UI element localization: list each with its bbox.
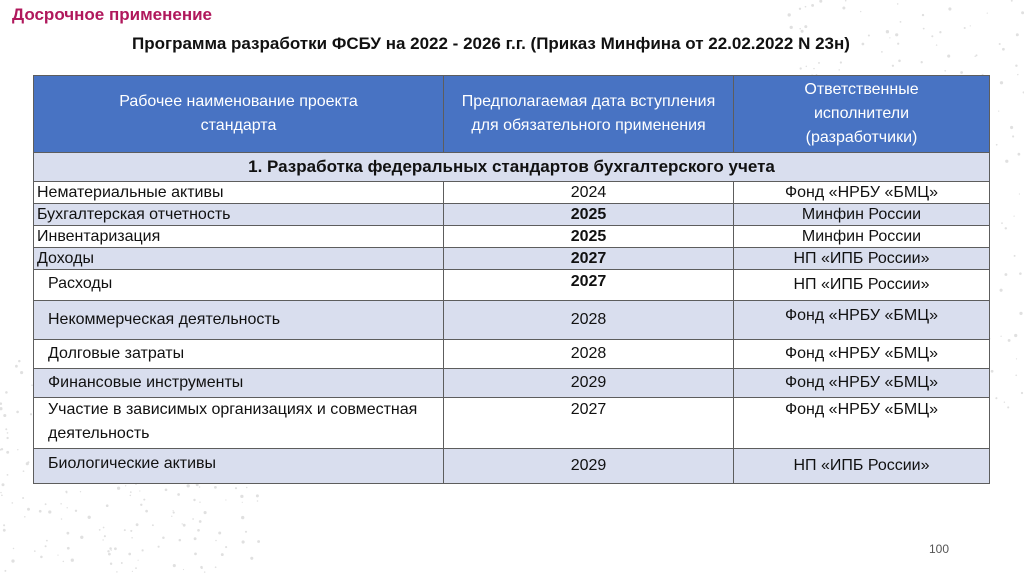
row-name: Расходы — [34, 270, 444, 301]
background-dot — [1019, 272, 1022, 275]
background-dot — [1021, 392, 1023, 394]
background-dot — [886, 30, 889, 33]
background-dot — [788, 13, 791, 16]
background-dot — [23, 470, 25, 472]
background-dot — [66, 507, 67, 508]
background-dot — [61, 518, 63, 520]
background-dot — [128, 553, 131, 556]
background-dot — [923, 28, 925, 30]
background-dot — [1012, 135, 1014, 137]
row-year: 2027 — [444, 270, 734, 301]
background-dot — [204, 511, 207, 514]
background-dot — [860, 11, 861, 12]
background-dot — [173, 512, 175, 514]
section-title: 1. Разработка федеральных стандартов бухгалтерского учета — [34, 153, 990, 182]
background-dot — [46, 540, 48, 542]
background-dot — [900, 21, 902, 23]
background-dot — [1014, 334, 1017, 337]
column-header-name: Рабочее наименование проекта стандарта — [34, 76, 444, 153]
background-dot — [1013, 215, 1014, 216]
background-dot — [889, 37, 890, 38]
background-dot — [5, 391, 8, 394]
background-dot — [7, 474, 9, 476]
background-dot — [75, 510, 77, 512]
background-dot — [960, 71, 963, 74]
page-number: 100 — [929, 542, 950, 556]
background-dot — [171, 516, 172, 517]
background-dot — [18, 360, 20, 362]
background-dot — [173, 564, 176, 567]
row-name: Финансовые инструменты — [34, 369, 444, 398]
background-dot — [806, 66, 807, 67]
column-header-date: Предполагаемая дата вступления для обязательного применения — [444, 76, 734, 153]
background-dot — [34, 550, 36, 552]
background-dot — [3, 414, 6, 417]
background-dot — [1, 494, 3, 496]
table-row — [34, 398, 990, 449]
background-dot — [63, 561, 65, 563]
background-dot — [194, 553, 197, 556]
row-year: 2028 — [444, 340, 734, 369]
row-year: 2027 — [444, 398, 734, 449]
table-header-row — [34, 76, 990, 153]
background-dot — [13, 548, 14, 549]
row-org: Фонд «НРБУ «БМЦ» — [734, 340, 990, 369]
table-row — [34, 270, 990, 301]
background-dot — [241, 516, 244, 519]
background-dot — [939, 31, 941, 33]
background-dot — [114, 547, 117, 550]
background-dot — [66, 532, 69, 535]
background-dot — [995, 397, 997, 399]
background-dot — [921, 61, 923, 63]
background-dot — [165, 488, 168, 491]
background-dot — [6, 451, 9, 454]
background-dot — [1016, 358, 1017, 359]
background-dot — [45, 503, 47, 505]
row-name: Бухгалтерская отчетность — [34, 204, 444, 226]
background-dot — [60, 503, 62, 505]
background-dot — [135, 567, 137, 569]
background-dot — [221, 553, 224, 556]
background-dot — [1000, 289, 1003, 292]
background-dot — [805, 6, 807, 8]
background-dot — [179, 539, 182, 542]
row-org: НП «ИПБ России» — [734, 248, 990, 270]
background-dot — [1016, 33, 1019, 36]
row-org: Минфин России — [734, 226, 990, 248]
background-dot — [158, 546, 160, 548]
background-dot — [881, 51, 883, 53]
background-dot — [130, 530, 132, 532]
background-dot — [194, 537, 197, 540]
background-dot — [22, 497, 24, 499]
background-dot — [145, 510, 148, 513]
background-dot — [235, 487, 237, 489]
slide-title: Программа разработки ФСБУ на 2022 - 2026 г.г. (Приказ Минфина от 22.02.2022 N 23н) — [132, 34, 850, 53]
background-dot — [6, 437, 8, 439]
row-name: Некоммерческая деятельность — [34, 301, 444, 340]
section-row — [34, 153, 990, 182]
table-row — [34, 301, 990, 340]
background-dot — [11, 559, 14, 562]
background-dot — [1005, 160, 1008, 163]
background-dot — [130, 495, 132, 497]
table-row — [34, 449, 990, 484]
background-dot — [141, 549, 143, 551]
background-dot — [862, 43, 865, 46]
table-row — [34, 204, 990, 226]
background-dot — [140, 504, 142, 506]
background-dot — [183, 524, 186, 527]
row-year: 2024 — [444, 182, 734, 204]
background-dot — [80, 491, 81, 492]
background-dot — [5, 428, 7, 430]
row-name: Доходы — [34, 248, 444, 270]
background-dot — [172, 510, 173, 511]
row-org: Фонд «НРБУ «БМЦ» — [734, 301, 990, 340]
background-dot — [1019, 312, 1022, 315]
background-dot — [88, 516, 91, 519]
background-dot — [790, 26, 793, 29]
row-org: НП «ИПБ России» — [734, 449, 990, 484]
background-dot — [944, 70, 946, 72]
background-dot — [813, 68, 814, 69]
row-year: 2027 — [444, 248, 734, 270]
background-dot — [177, 493, 180, 496]
background-dot — [107, 550, 109, 552]
row-org: Фонд «НРБУ «БМЦ» — [734, 398, 990, 449]
background-dot — [15, 365, 18, 368]
background-dot — [800, 67, 802, 69]
row-org: Минфин России — [734, 204, 990, 226]
background-dot — [66, 492, 68, 494]
background-dot — [242, 502, 243, 503]
background-dot — [16, 411, 19, 414]
background-dot — [143, 499, 145, 501]
background-dot — [24, 516, 26, 518]
background-dot — [17, 449, 18, 450]
table-row — [34, 248, 990, 270]
background-dot — [804, 25, 807, 28]
slide-kicker: Досрочное применение — [12, 5, 213, 24]
background-dot — [193, 499, 195, 501]
background-dot — [1004, 273, 1007, 276]
background-dot — [1017, 74, 1018, 75]
background-dot — [898, 60, 901, 63]
column-header-org: Ответственные исполнители (разработчики) — [734, 76, 990, 153]
background-dot — [67, 547, 70, 550]
background-dot — [110, 562, 112, 564]
background-dot — [242, 540, 245, 543]
background-dot — [799, 28, 801, 30]
background-dot — [104, 535, 106, 537]
background-dot — [136, 523, 139, 526]
background-dot — [199, 501, 200, 502]
background-dot — [109, 547, 112, 550]
background-dot — [1005, 227, 1007, 229]
background-dot — [897, 3, 899, 5]
row-year: 2025 — [444, 204, 734, 226]
background-dot — [868, 34, 870, 36]
standards-table — [33, 75, 990, 484]
background-dot — [201, 567, 203, 569]
background-dot — [7, 432, 9, 434]
background-dot — [30, 413, 32, 415]
background-dot — [215, 540, 217, 542]
background-dot — [1001, 222, 1003, 224]
background-dot — [1011, 0, 1013, 2]
background-dot — [818, 62, 820, 64]
background-dot — [45, 545, 47, 547]
background-dot — [182, 523, 183, 524]
background-dot — [964, 27, 966, 29]
background-dot — [970, 25, 971, 26]
background-dot — [199, 520, 202, 523]
background-dot — [931, 35, 933, 37]
table-row — [34, 226, 990, 248]
background-dot — [121, 562, 123, 564]
background-dot — [1002, 48, 1005, 51]
background-dot — [799, 8, 801, 10]
table-row — [34, 182, 990, 204]
background-dot — [842, 6, 845, 9]
background-dot — [240, 495, 243, 498]
background-dot — [57, 555, 58, 556]
background-dot — [991, 370, 994, 373]
background-dot — [1007, 406, 1009, 408]
background-dot — [1004, 402, 1005, 403]
row-org: НП «ИПБ России» — [734, 270, 990, 301]
background-dot — [3, 524, 5, 526]
row-org: Фонд «НРБУ «БМЦ» — [734, 369, 990, 398]
background-dot — [204, 571, 205, 572]
background-dot — [162, 537, 165, 540]
background-dot — [840, 61, 842, 63]
background-dot — [1018, 153, 1021, 156]
background-dot — [999, 43, 1001, 45]
background-dot — [111, 550, 112, 551]
background-dot — [0, 402, 2, 405]
background-dot — [152, 524, 154, 526]
background-dot — [1014, 255, 1016, 257]
background-dot — [1000, 336, 1001, 337]
background-dot — [130, 491, 132, 493]
background-dot — [39, 510, 42, 513]
background-dot — [246, 487, 248, 489]
background-dot — [187, 484, 190, 487]
background-dot — [20, 371, 23, 374]
background-dot — [845, 0, 847, 1]
background-dot — [811, 4, 814, 7]
row-org: Фонд «НРБУ «БМЦ» — [734, 182, 990, 204]
background-dot — [1010, 126, 1013, 129]
background-dot — [948, 7, 951, 10]
background-dot — [4, 570, 6, 572]
background-dot — [48, 510, 51, 513]
background-dot — [40, 556, 43, 559]
background-dot — [1015, 374, 1017, 376]
background-dot — [225, 499, 226, 500]
background-dot — [99, 529, 101, 531]
background-dot — [11, 502, 13, 504]
background-dot — [106, 504, 109, 507]
background-dot — [895, 33, 898, 36]
background-dot — [215, 566, 217, 568]
background-dot — [214, 486, 217, 489]
background-dot — [125, 485, 126, 486]
background-dot — [192, 518, 194, 520]
background-dot — [138, 560, 139, 561]
background-dot — [0, 407, 3, 410]
background-dot — [245, 531, 247, 533]
background-dot — [3, 529, 6, 532]
background-dot — [132, 571, 133, 572]
background-dot — [80, 536, 83, 539]
background-dot — [183, 569, 184, 570]
background-dot — [1000, 81, 1003, 84]
row-name — [34, 398, 444, 449]
background-dot — [102, 539, 103, 540]
background-dot — [117, 487, 120, 490]
background-dot — [257, 540, 260, 543]
background-dot — [218, 532, 221, 535]
row-name-text: Участие в зависимых организациях и совместная деятельность — [48, 401, 418, 442]
background-dot — [1019, 193, 1020, 194]
background-dot — [225, 546, 227, 548]
background-dot — [116, 571, 118, 573]
background-dot — [0, 492, 1, 493]
row-name: Биологические активы — [34, 449, 444, 484]
background-dot — [197, 529, 200, 532]
background-dot — [936, 44, 937, 45]
background-dot — [897, 43, 899, 45]
background-dot — [1008, 339, 1011, 342]
background-dot — [987, 12, 988, 13]
background-dot — [257, 500, 259, 502]
background-dot — [922, 14, 924, 16]
background-dot — [996, 144, 998, 146]
background-dot — [26, 462, 29, 465]
background-dot — [892, 65, 894, 67]
background-dot — [947, 55, 950, 58]
table-row — [34, 340, 990, 369]
table-row — [34, 369, 990, 398]
background-dot — [124, 529, 126, 531]
background-dot — [71, 559, 74, 562]
row-name: Долговые затраты — [34, 340, 444, 369]
background-dot — [976, 54, 978, 56]
background-dot — [199, 486, 201, 488]
background-dot — [1015, 64, 1017, 66]
background-dot — [108, 553, 111, 556]
background-dot — [801, 30, 804, 33]
background-dot — [250, 557, 253, 560]
row-name: Нематериальные активы — [34, 182, 444, 204]
background-dot — [103, 527, 105, 529]
background-dot — [2, 483, 5, 486]
background-dot — [838, 69, 840, 71]
background-dot — [27, 508, 30, 511]
row-year: 2028 — [444, 301, 734, 340]
background-dot — [998, 110, 999, 111]
background-dot — [139, 490, 140, 491]
background-dot — [256, 494, 259, 497]
row-year: 2025 — [444, 226, 734, 248]
background-dot — [819, 0, 822, 3]
row-name: Инвентаризация — [34, 226, 444, 248]
background-dot — [131, 537, 133, 539]
row-year: 2029 — [444, 449, 734, 484]
row-year: 2029 — [444, 369, 734, 398]
